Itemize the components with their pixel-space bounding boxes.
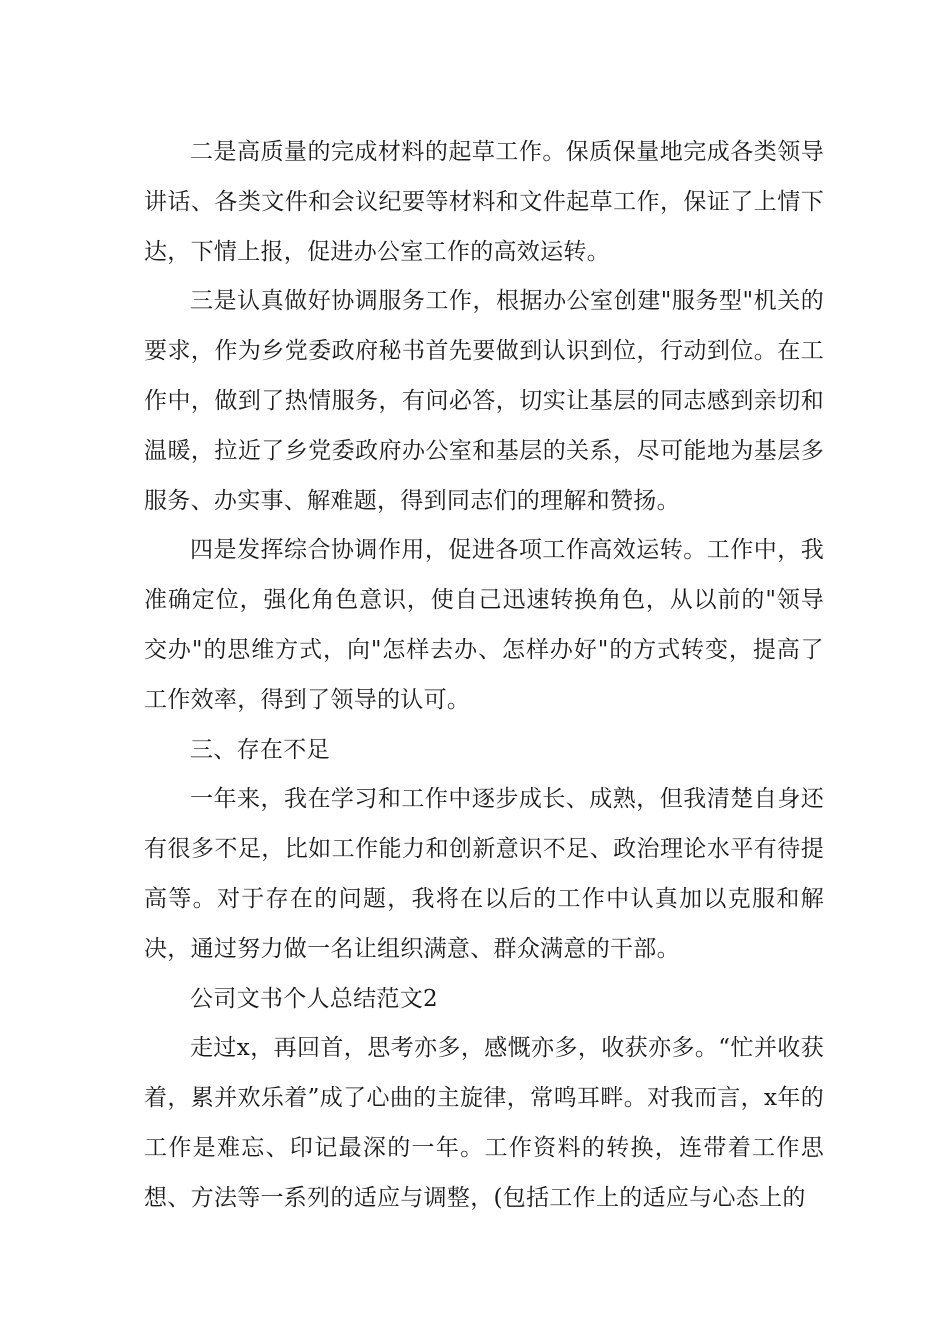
paragraph-comprehensive-coordination: 四是发挥综合协调作用，促进各项工作高效运转。工作中，我准确定位，强化角色意识，使自己迅速转换角色，从以前的"领导交办"的思维方式，向"怎样去办、怎样办好"的方式转变，提高了工作效率，得到了领导的认可。 <box>144 537 824 713</box>
document-body <box>144 128 824 1224</box>
paragraph-drafting-work: 二是高质量的完成材料的起草工作。保质保量地完成各类领导讲话、各类文件和会议纪要等材料和文件起草工作，保证了上情下达，下情上报，促进办公室工作的高效运转。 <box>144 139 824 265</box>
section-heading-shortcomings: 三、存在不足 <box>190 736 330 763</box>
paragraph-coordination-service: 三是认真做好协调服务工作，根据办公室创建"服务型"机关的要求，作为乡党委政府秘书首先要做到认识到位，行动到位。在工作中，做到了热情服务，有问必答，切实让基层的同志感到亲切和温暖，拉近了乡党委政府办公室和基层的关系，尽可能地为基层多服务、办实事、解难题，得到同志们的理解和赞扬。 <box>144 288 824 514</box>
paragraph-article-intro: 走过x，再回首，思考亦多，感慨亦多，收获亦多。“忙并收获着，累并欢乐着”成了心曲的主旋律，常鸣耳畔。对我而言，x年的工作是难忘、印记最深的一年。工作资料的转换，连带着工作思想、方法等一系列的适应与调整，(包括工作上的适应与心态上的 <box>144 1035 824 1211</box>
paragraph-shortcomings: 一年来，我在学习和工作中逐步成长、成熟，但我清楚自身还有很多不足，比如工作能力和创新意识不足、政治理论水平有待提高等。对于存在的问题，我将在以后的工作中认真加以克服和解决，通过努力做一名让组织满意、群众满意的干部。 <box>144 786 824 962</box>
article-title: 公司文书个人总结范文2 <box>190 985 438 1012</box>
